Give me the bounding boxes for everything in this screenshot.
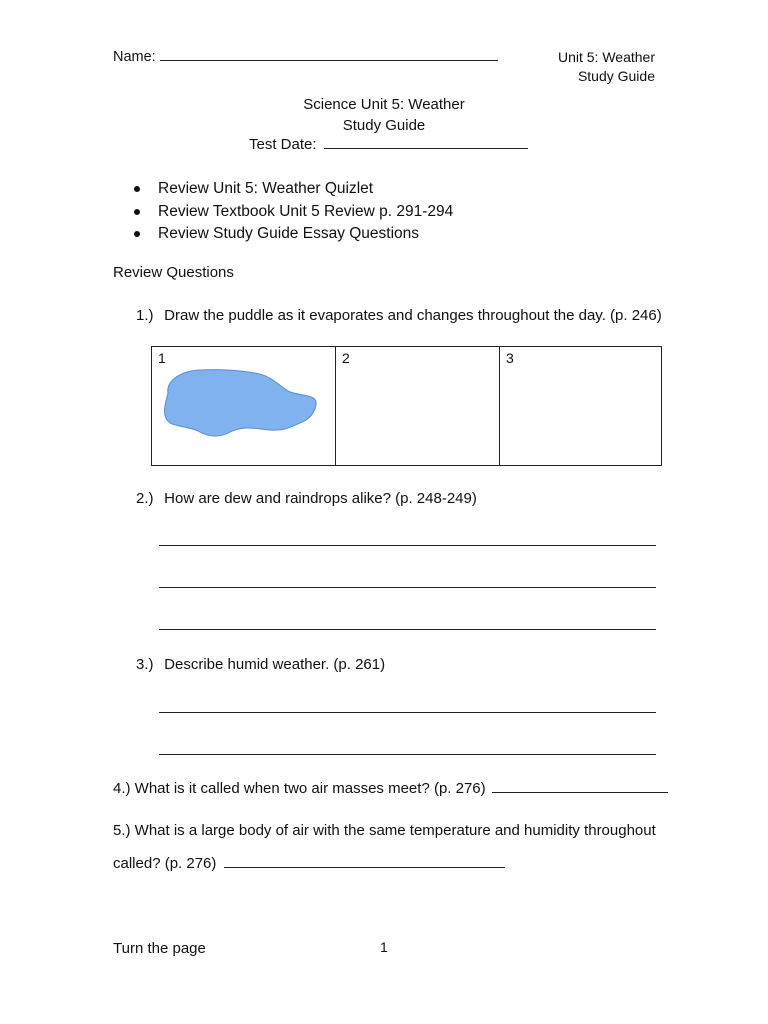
review-bullet-list xyxy=(134,178,453,246)
section-heading: Review Questions xyxy=(113,264,234,281)
test-date-blank[interactable] xyxy=(324,136,528,149)
unit-header xyxy=(558,48,655,86)
name-label: Name: xyxy=(113,49,156,65)
test-date-row xyxy=(249,136,528,154)
drawing-cell-1[interactable] xyxy=(152,347,336,465)
answer-line[interactable] xyxy=(159,629,656,630)
answer-line[interactable] xyxy=(159,587,656,588)
question-3-number: 3.) xyxy=(136,656,154,673)
question-1 xyxy=(136,307,662,325)
answer-line[interactable] xyxy=(159,712,656,713)
bullet-item: Review Textbook Unit 5 Review p. 291-294 xyxy=(134,201,453,224)
drawing-cell-3[interactable] xyxy=(500,347,661,465)
page-number: 1 xyxy=(380,939,388,955)
question-1-text: Draw the puddle as it evaporates and changes throughout the day. (p. 246) xyxy=(164,307,662,324)
name-blank[interactable] xyxy=(160,48,498,61)
bullet-item: Review Unit 5: Weather Quizlet xyxy=(134,178,453,201)
answer-line[interactable] xyxy=(159,545,656,546)
question-4 xyxy=(113,780,668,798)
page-subtitle: Study Guide xyxy=(342,117,426,134)
question-4-text: 4.) What is it called when two air masses meet? (p. 276) xyxy=(113,780,486,797)
page-title: Science Unit 5: Weather xyxy=(303,96,465,113)
question-5-line1: 5.) What is a large body of air with the same temperature and humidity throughout xyxy=(113,822,656,839)
cell-label-2: 2 xyxy=(342,350,350,366)
question-3-text: Describe humid weather. (p. 261) xyxy=(164,656,386,673)
bullet-item: Review Study Guide Essay Questions xyxy=(134,223,453,246)
answer-line[interactable] xyxy=(159,754,656,755)
question-2 xyxy=(136,490,477,508)
question-5-blank[interactable] xyxy=(224,855,505,868)
puddle-drawing-table xyxy=(151,346,662,466)
test-date-label: Test Date: xyxy=(249,136,317,153)
turn-page-note: Turn the page xyxy=(113,940,206,957)
unit-header-line1: Unit 5: Weather xyxy=(557,49,655,65)
cell-label-1: 1 xyxy=(158,350,166,366)
question-1-number: 1.) xyxy=(136,307,154,324)
question-4-blank[interactable] xyxy=(492,780,668,793)
cell-label-3: 3 xyxy=(506,350,514,366)
name-row xyxy=(113,48,498,66)
question-5-line2-row xyxy=(113,855,505,873)
question-2-number: 2.) xyxy=(136,490,154,507)
question-3 xyxy=(136,656,385,674)
puddle-icon xyxy=(160,367,320,447)
question-5-line2: called? (p. 276) xyxy=(113,855,217,872)
unit-header-line2: Study Guide xyxy=(577,68,655,84)
question-2-text: How are dew and raindrops alike? (p. 248-249) xyxy=(164,490,477,507)
drawing-cell-2[interactable] xyxy=(336,347,500,465)
